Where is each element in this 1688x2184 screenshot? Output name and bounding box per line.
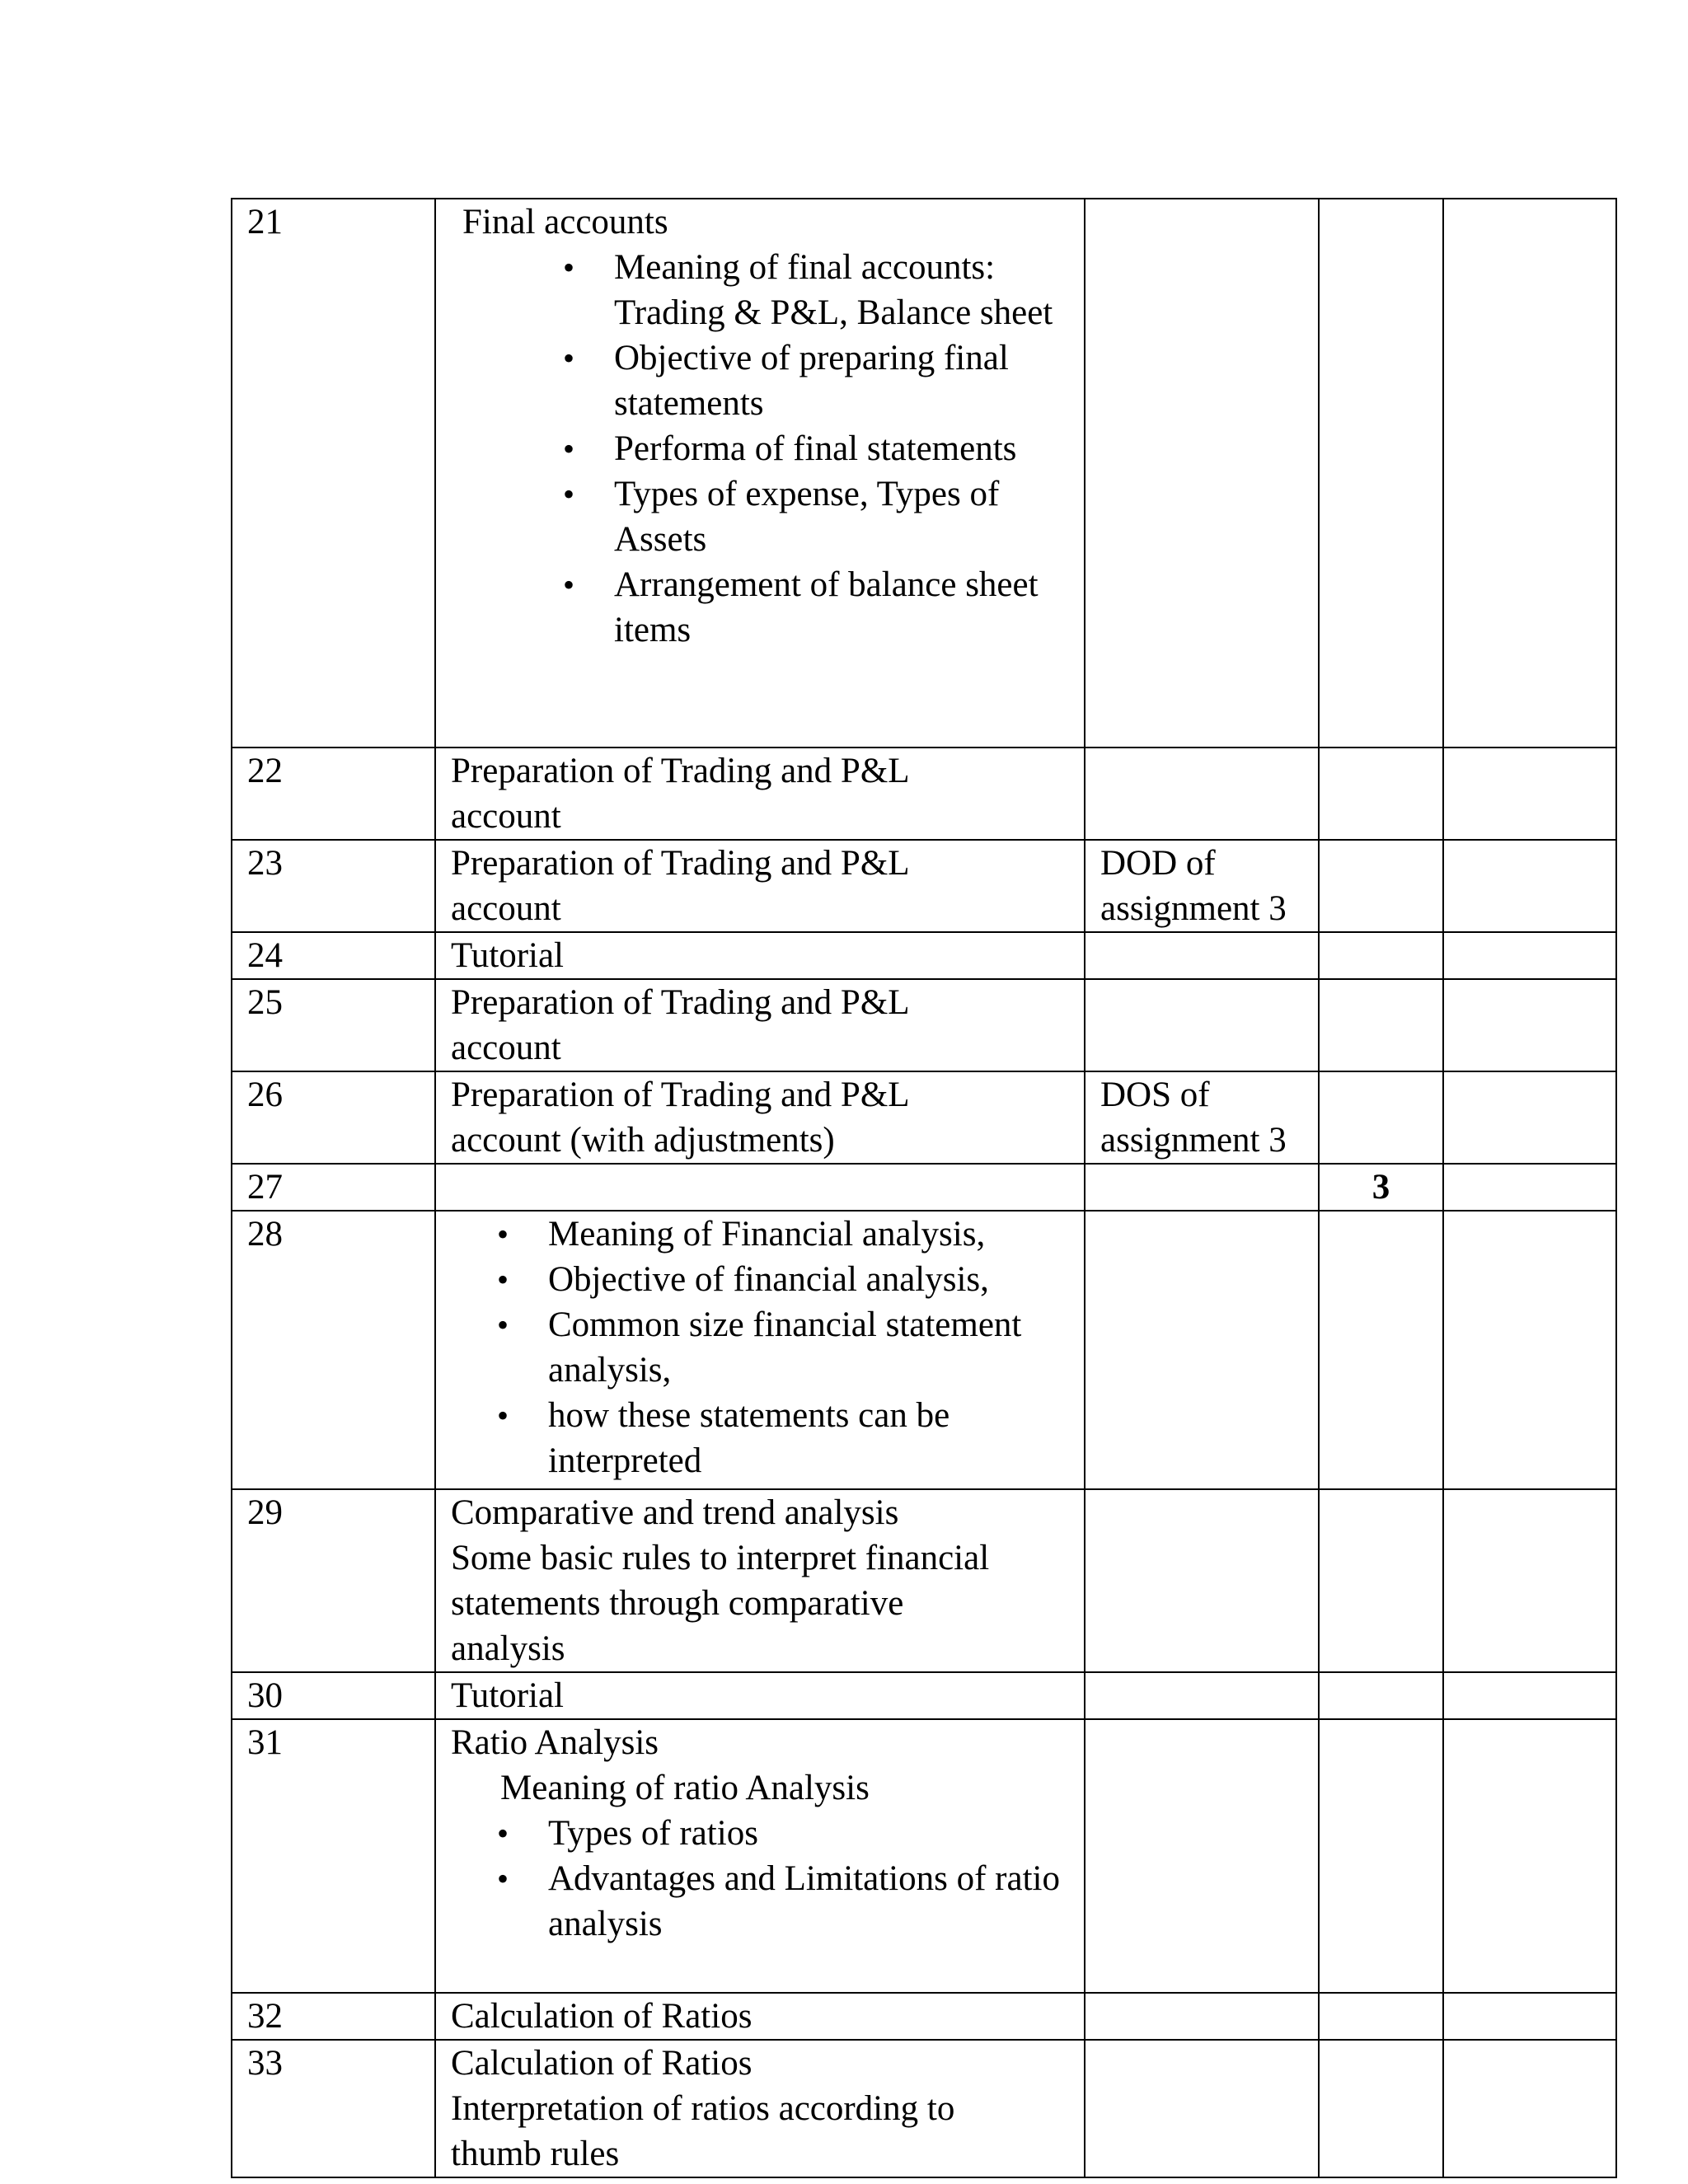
- assignment-cell: [1085, 199, 1319, 748]
- lecture-plan-table: [231, 198, 1617, 2178]
- topic-line: account (with adjustments): [451, 1121, 835, 1160]
- assignment-cell: [1085, 1489, 1319, 1672]
- topic-cell: [435, 1719, 1085, 1993]
- list-item: • Types of ratios: [451, 1811, 1069, 1856]
- assignment-cell: [1085, 1719, 1319, 1993]
- list-item: • Objective of financial analysis,: [451, 1257, 1069, 1302]
- test-cell: [1319, 840, 1443, 932]
- topic-line: Tutorial: [451, 936, 564, 975]
- lecture-number: 25: [232, 979, 435, 1071]
- remark-cell: [1443, 1719, 1616, 1993]
- table-row: [232, 748, 1616, 840]
- test-cell: [1319, 2040, 1443, 2177]
- lecture-number: 22: [232, 748, 435, 840]
- test-cell: [1319, 1071, 1443, 1164]
- list-item: • Arrangement of balance sheet items: [451, 562, 1069, 653]
- list-item: • how these statements can be interpreted: [451, 1393, 1069, 1483]
- assignment-line: DOD of: [1100, 844, 1216, 883]
- topic-cell: [435, 1489, 1085, 1672]
- topic-line: Some basic rules to interpret financial: [451, 1539, 990, 1577]
- topic-line: account: [451, 889, 561, 928]
- remark-cell: [1443, 1211, 1616, 1489]
- topic-cell: [435, 840, 1085, 932]
- table-row: [232, 1211, 1616, 1489]
- list-item: • Common size financial statement analysis,: [451, 1302, 1069, 1393]
- topic-cell: [435, 1164, 1085, 1211]
- topic-line: Interpretation of ratios according to: [451, 2089, 955, 2128]
- lecture-number: 30: [232, 1672, 435, 1719]
- assignment-cell: [1085, 1672, 1319, 1719]
- topic-cell: [435, 1672, 1085, 1719]
- assignment-cell: [1085, 932, 1319, 979]
- assignment-cell: [1085, 1993, 1319, 2040]
- table-row: [232, 932, 1616, 979]
- remark-cell: [1443, 1164, 1616, 1211]
- table-row: [232, 1071, 1616, 1164]
- table-row: [232, 199, 1616, 748]
- assignment-cell: [1085, 2040, 1319, 2177]
- remark-cell: [1443, 979, 1616, 1071]
- lecture-number: 27: [232, 1164, 435, 1211]
- topic-line: Preparation of Trading and P&L: [451, 1076, 910, 1114]
- test-cell: [1319, 979, 1443, 1071]
- table-row: [232, 2040, 1616, 2177]
- remark-cell: [1443, 840, 1616, 932]
- topic-line: thumb rules: [451, 2135, 620, 2173]
- topic-line: Preparation of Trading and P&L: [451, 844, 910, 883]
- table-row: [232, 1719, 1616, 1993]
- table-row: [232, 1489, 1616, 1672]
- topic-heading: Final accounts: [462, 203, 668, 241]
- topic-line: analysis: [451, 1629, 565, 1668]
- table-row: [232, 1164, 1616, 1211]
- lecture-number: 23: [232, 840, 435, 932]
- remark-cell: [1443, 1672, 1616, 1719]
- list-item: • Meaning of Financial analysis,: [451, 1212, 1069, 1257]
- remark-cell: [1443, 1489, 1616, 1672]
- lecture-number: 32: [232, 1993, 435, 2040]
- assignment-cell: [1085, 840, 1319, 932]
- assignment-cell: [1085, 979, 1319, 1071]
- lecture-number: 26: [232, 1071, 435, 1164]
- assignment-cell: [1085, 1211, 1319, 1489]
- list-item: • Objective of preparing final statements: [451, 335, 1069, 426]
- remark-cell: [1443, 748, 1616, 840]
- lecture-number: 28: [232, 1211, 435, 1489]
- topic-line: Comparative and trend analysis: [451, 1493, 899, 1532]
- assignment-line: assignment 3: [1100, 1121, 1287, 1160]
- topic-cell: [435, 979, 1085, 1071]
- table-row: [232, 979, 1616, 1071]
- test-cell: [1319, 1489, 1443, 1672]
- topic-cell: [435, 1993, 1085, 2040]
- topic-cell: [435, 2040, 1085, 2177]
- assignment-cell: [1085, 748, 1319, 840]
- test-cell: [1319, 1672, 1443, 1719]
- list-item: • Types of expense, Types of Assets: [451, 471, 1069, 562]
- remark-cell: [1443, 1071, 1616, 1164]
- topic-line: Calculation of Ratios: [451, 1997, 753, 2036]
- topic-subheading: Meaning of ratio Analysis: [500, 1769, 870, 1807]
- topic-cell: [435, 748, 1085, 840]
- lecture-number: 21: [232, 199, 435, 748]
- topic-bullet-list: [451, 1212, 1069, 1483]
- lecture-number: 29: [232, 1489, 435, 1672]
- topic-cell: [435, 1071, 1085, 1164]
- lecture-number: 33: [232, 2040, 435, 2177]
- assignment-line: assignment 3: [1100, 889, 1287, 928]
- topic-line: Calculation of Ratios: [451, 2044, 753, 2083]
- topic-cell: [435, 932, 1085, 979]
- list-item: • Meaning of final accounts: Trading & P&L, Balance sheet: [451, 245, 1069, 335]
- test-cell: [1319, 932, 1443, 979]
- assignment-cell: [1085, 1071, 1319, 1164]
- topic-line: Tutorial: [451, 1676, 564, 1715]
- test-cell: [1319, 1211, 1443, 1489]
- remark-cell: [1443, 2040, 1616, 2177]
- remark-cell: [1443, 1993, 1616, 2040]
- lecture-number: 24: [232, 932, 435, 979]
- assignment-line: DOS of: [1100, 1076, 1210, 1114]
- topic-line: Preparation of Trading and P&L: [451, 983, 910, 1022]
- topic-line: account: [451, 1029, 561, 1067]
- lecture-number: 31: [232, 1719, 435, 1993]
- topic-cell: [435, 1211, 1085, 1489]
- test-cell: [1319, 199, 1443, 748]
- test-cell: [1319, 748, 1443, 840]
- remark-cell: [1443, 932, 1616, 979]
- topic-line: account: [451, 797, 561, 836]
- topic-cell: [435, 199, 1085, 748]
- topic-bullet-list: [451, 245, 1069, 653]
- list-item: • Advantages and Limitations of ratio analysis: [451, 1856, 1069, 1947]
- list-item: • Performa of final statements: [451, 426, 1069, 471]
- table-row: [232, 1993, 1616, 2040]
- assignment-cell: [1085, 1164, 1319, 1211]
- test-number: 3: [1319, 1164, 1443, 1211]
- test-cell: [1319, 1993, 1443, 2040]
- table-row: [232, 1672, 1616, 1719]
- topic-line: statements through comparative: [451, 1584, 904, 1623]
- topic-bullet-list: [451, 1811, 1069, 1947]
- topic-heading: Ratio Analysis: [451, 1723, 659, 1762]
- test-cell: [1319, 1719, 1443, 1993]
- table-row: [232, 840, 1616, 932]
- topic-line: Preparation of Trading and P&L: [451, 752, 910, 790]
- remark-cell: [1443, 199, 1616, 748]
